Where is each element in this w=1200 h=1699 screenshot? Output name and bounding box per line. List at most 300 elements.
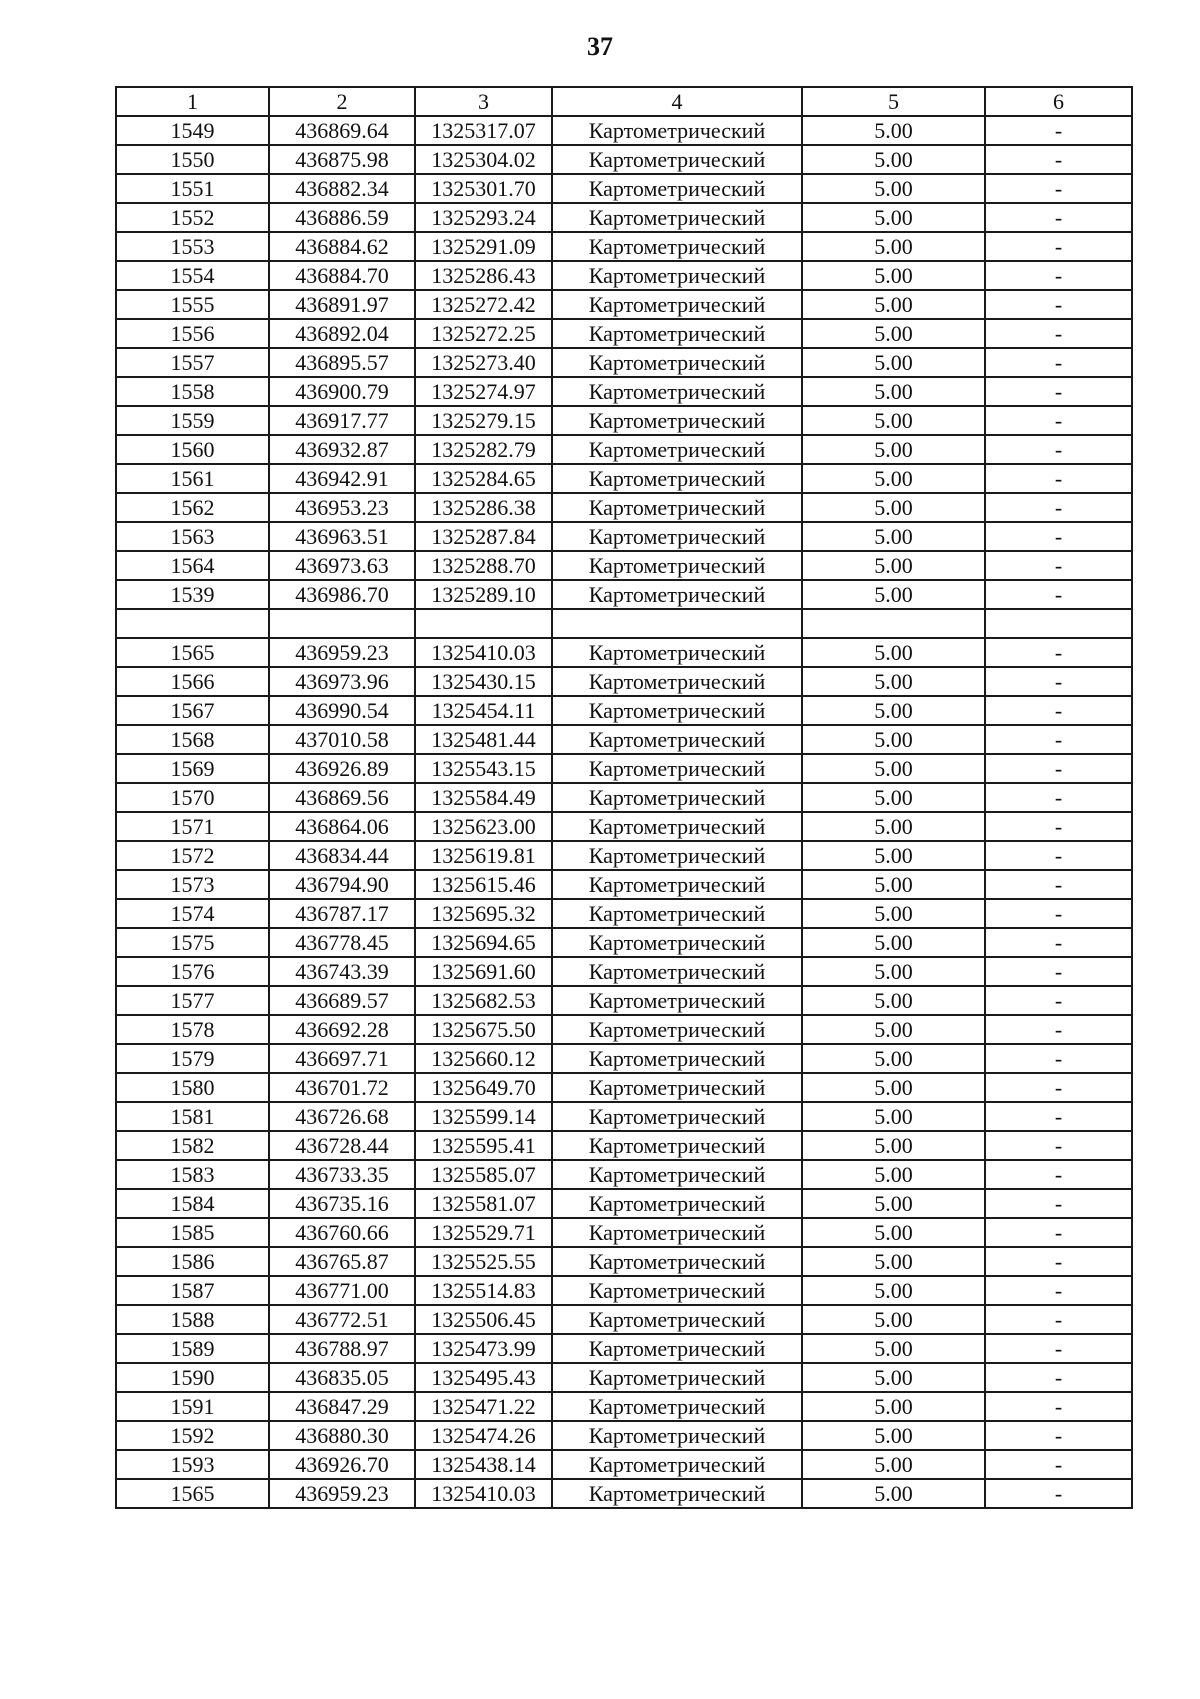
accuracy-cell: 5.00 [802, 667, 985, 696]
table-row [116, 522, 1132, 551]
y-coordinate-cell: 1325660.12 [415, 1044, 552, 1073]
y-coordinate-cell: 1325301.70 [415, 174, 552, 203]
note-cell: - [985, 377, 1132, 406]
note-cell: - [985, 203, 1132, 232]
accuracy-cell: 5.00 [802, 551, 985, 580]
accuracy-cell: 5.00 [802, 580, 985, 609]
method-cell: Картометрический [552, 667, 802, 696]
table-row [116, 1334, 1132, 1363]
x-coordinate-cell: 436963.51 [269, 522, 415, 551]
table-row [116, 493, 1132, 522]
x-coordinate-cell: 436900.79 [269, 377, 415, 406]
accuracy-cell: 5.00 [802, 464, 985, 493]
note-cell: - [985, 348, 1132, 377]
method-cell: Картометрический [552, 580, 802, 609]
x-coordinate-cell: 436692.28 [269, 1015, 415, 1044]
x-coordinate-cell: 436787.17 [269, 899, 415, 928]
x-coordinate-cell: 436735.16 [269, 1189, 415, 1218]
note-cell: - [985, 1218, 1132, 1247]
column-header: 3 [415, 87, 552, 116]
x-coordinate-cell: 436973.63 [269, 551, 415, 580]
column-header: 1 [116, 87, 269, 116]
point-number-cell: 1593 [116, 1450, 269, 1479]
table-row [116, 1479, 1132, 1508]
note-cell: - [985, 1363, 1132, 1392]
x-coordinate-cell: 436701.72 [269, 1073, 415, 1102]
coordinates-table [115, 86, 1133, 1509]
point-number-cell: 1590 [116, 1363, 269, 1392]
method-cell: Картометрический [552, 174, 802, 203]
method-cell [552, 609, 802, 638]
method-cell: Картометрический [552, 1305, 802, 1334]
note-cell: - [985, 1044, 1132, 1073]
note-cell: - [985, 290, 1132, 319]
y-coordinate-cell: 1325287.84 [415, 522, 552, 551]
accuracy-cell: 5.00 [802, 638, 985, 667]
accuracy-cell: 5.00 [802, 1334, 985, 1363]
x-coordinate-cell: 436895.57 [269, 348, 415, 377]
accuracy-cell: 5.00 [802, 1160, 985, 1189]
y-coordinate-cell: 1325675.50 [415, 1015, 552, 1044]
note-cell: - [985, 1160, 1132, 1189]
note-cell: - [985, 928, 1132, 957]
y-coordinate-cell: 1325284.65 [415, 464, 552, 493]
table-row [116, 290, 1132, 319]
y-coordinate-cell: 1325454.11 [415, 696, 552, 725]
x-coordinate-cell: 436959.23 [269, 638, 415, 667]
point-number-cell: 1560 [116, 435, 269, 464]
accuracy-cell: 5.00 [802, 812, 985, 841]
accuracy-cell: 5.00 [802, 1421, 985, 1450]
method-cell: Картометрический [552, 1073, 802, 1102]
table-row [116, 1305, 1132, 1334]
y-coordinate-cell: 1325623.00 [415, 812, 552, 841]
point-number-cell: 1585 [116, 1218, 269, 1247]
accuracy-cell: 5.00 [802, 870, 985, 899]
x-coordinate-cell: 437010.58 [269, 725, 415, 754]
note-cell: - [985, 1479, 1132, 1508]
table-row [116, 841, 1132, 870]
y-coordinate-cell: 1325543.15 [415, 754, 552, 783]
accuracy-cell: 5.00 [802, 145, 985, 174]
point-number-cell: 1550 [116, 145, 269, 174]
method-cell: Картометрический [552, 696, 802, 725]
point-number-cell: 1574 [116, 899, 269, 928]
note-cell: - [985, 580, 1132, 609]
note-cell: - [985, 174, 1132, 203]
method-cell: Картометрический [552, 348, 802, 377]
method-cell: Картометрический [552, 870, 802, 899]
point-number-cell: 1552 [116, 203, 269, 232]
table-row [116, 928, 1132, 957]
accuracy-cell: 5.00 [802, 928, 985, 957]
note-cell: - [985, 1421, 1132, 1450]
table-row [116, 1276, 1132, 1305]
table-row [116, 232, 1132, 261]
table-row [116, 1015, 1132, 1044]
table-row [116, 870, 1132, 899]
note-cell: - [985, 754, 1132, 783]
table-row [116, 1102, 1132, 1131]
note-cell: - [985, 1305, 1132, 1334]
y-coordinate-cell: 1325471.22 [415, 1392, 552, 1421]
y-coordinate-cell: 1325506.45 [415, 1305, 552, 1334]
y-coordinate-cell: 1325273.40 [415, 348, 552, 377]
method-cell: Картометрический [552, 1218, 802, 1247]
point-number-cell: 1566 [116, 667, 269, 696]
accuracy-cell: 5.00 [802, 899, 985, 928]
method-cell: Картометрический [552, 435, 802, 464]
point-number-cell: 1592 [116, 1421, 269, 1450]
x-coordinate-cell: 436697.71 [269, 1044, 415, 1073]
table-row [116, 1421, 1132, 1450]
y-coordinate-cell: 1325682.53 [415, 986, 552, 1015]
x-coordinate-cell: 436926.70 [269, 1450, 415, 1479]
note-cell: - [985, 1015, 1132, 1044]
table-header [116, 87, 1132, 116]
note-cell: - [985, 522, 1132, 551]
note-cell: - [985, 406, 1132, 435]
table-row [116, 1189, 1132, 1218]
point-number-cell: 1553 [116, 232, 269, 261]
accuracy-cell: 5.00 [802, 1305, 985, 1334]
x-coordinate-cell: 436772.51 [269, 1305, 415, 1334]
note-cell: - [985, 261, 1132, 290]
y-coordinate-cell: 1325304.02 [415, 145, 552, 174]
accuracy-cell: 5.00 [802, 1044, 985, 1073]
y-coordinate-cell: 1325694.65 [415, 928, 552, 957]
point-number-cell: 1588 [116, 1305, 269, 1334]
method-cell: Картометрический [552, 899, 802, 928]
x-coordinate-cell: 436788.97 [269, 1334, 415, 1363]
x-coordinate-cell: 436886.59 [269, 203, 415, 232]
point-number-cell: 1567 [116, 696, 269, 725]
x-coordinate-cell: 436990.54 [269, 696, 415, 725]
accuracy-cell: 5.00 [802, 261, 985, 290]
table-row [116, 1218, 1132, 1247]
accuracy-cell: 5.00 [802, 1218, 985, 1247]
accuracy-cell: 5.00 [802, 1102, 985, 1131]
point-number-cell: 1563 [116, 522, 269, 551]
x-coordinate-cell: 436771.00 [269, 1276, 415, 1305]
method-cell: Картометрический [552, 725, 802, 754]
accuracy-cell: 5.00 [802, 754, 985, 783]
method-cell: Картометрический [552, 522, 802, 551]
point-number-cell: 1569 [116, 754, 269, 783]
table-row [116, 406, 1132, 435]
accuracy-cell: 5.00 [802, 406, 985, 435]
column-header: 5 [802, 87, 985, 116]
point-number-cell: 1565 [116, 638, 269, 667]
table-row [116, 464, 1132, 493]
column-header: 6 [985, 87, 1132, 116]
point-number-cell: 1551 [116, 174, 269, 203]
accuracy-cell: 5.00 [802, 1479, 985, 1508]
table-row [116, 261, 1132, 290]
y-coordinate-cell: 1325695.32 [415, 899, 552, 928]
method-cell: Картометрический [552, 1189, 802, 1218]
point-number-cell: 1575 [116, 928, 269, 957]
x-coordinate-cell: 436875.98 [269, 145, 415, 174]
x-coordinate-cell: 436986.70 [269, 580, 415, 609]
method-cell: Картометрический [552, 1015, 802, 1044]
y-coordinate-cell: 1325649.70 [415, 1073, 552, 1102]
note-cell: - [985, 232, 1132, 261]
method-cell: Картометрический [552, 203, 802, 232]
x-coordinate-cell: 436917.77 [269, 406, 415, 435]
y-coordinate-cell [415, 609, 552, 638]
method-cell: Картометрический [552, 1276, 802, 1305]
table-row [116, 696, 1132, 725]
x-coordinate-cell: 436778.45 [269, 928, 415, 957]
accuracy-cell: 5.00 [802, 841, 985, 870]
note-cell: - [985, 725, 1132, 754]
y-coordinate-cell: 1325595.41 [415, 1131, 552, 1160]
table-row [116, 580, 1132, 609]
table-row [116, 435, 1132, 464]
note-cell: - [985, 841, 1132, 870]
table-row [116, 116, 1132, 145]
table-row [116, 725, 1132, 754]
x-coordinate-cell: 436834.44 [269, 841, 415, 870]
table-row [116, 1073, 1132, 1102]
point-number-cell: 1554 [116, 261, 269, 290]
x-coordinate-cell: 436743.39 [269, 957, 415, 986]
note-cell: - [985, 145, 1132, 174]
accuracy-cell: 5.00 [802, 1392, 985, 1421]
x-coordinate-cell [269, 609, 415, 638]
x-coordinate-cell: 436864.06 [269, 812, 415, 841]
point-number-cell: 1591 [116, 1392, 269, 1421]
note-cell: - [985, 464, 1132, 493]
y-coordinate-cell: 1325279.15 [415, 406, 552, 435]
accuracy-cell: 5.00 [802, 986, 985, 1015]
point-number-cell: 1565 [116, 1479, 269, 1508]
accuracy-cell: 5.00 [802, 319, 985, 348]
table-row [116, 174, 1132, 203]
table-row [116, 1044, 1132, 1073]
method-cell: Картометрический [552, 377, 802, 406]
accuracy-cell: 5.00 [802, 232, 985, 261]
point-number-cell: 1580 [116, 1073, 269, 1102]
accuracy-cell: 5.00 [802, 1363, 985, 1392]
method-cell: Картометрический [552, 1044, 802, 1073]
accuracy-cell: 5.00 [802, 203, 985, 232]
x-coordinate-cell: 436847.29 [269, 1392, 415, 1421]
y-coordinate-cell: 1325286.43 [415, 261, 552, 290]
x-coordinate-cell: 436892.04 [269, 319, 415, 348]
note-cell: - [985, 1073, 1132, 1102]
table-row [116, 1160, 1132, 1189]
x-coordinate-cell: 436733.35 [269, 1160, 415, 1189]
y-coordinate-cell: 1325410.03 [415, 1479, 552, 1508]
table-row [116, 899, 1132, 928]
y-coordinate-cell: 1325293.24 [415, 203, 552, 232]
y-coordinate-cell: 1325599.14 [415, 1102, 552, 1131]
point-number-cell: 1564 [116, 551, 269, 580]
accuracy-cell: 5.00 [802, 1189, 985, 1218]
method-cell: Картометрический [552, 1363, 802, 1392]
note-cell: - [985, 435, 1132, 464]
point-number-cell: 1577 [116, 986, 269, 1015]
point-number-cell: 1581 [116, 1102, 269, 1131]
table-row [116, 754, 1132, 783]
point-number-cell: 1587 [116, 1276, 269, 1305]
accuracy-cell: 5.00 [802, 493, 985, 522]
accuracy-cell: 5.00 [802, 348, 985, 377]
point-number-cell: 1582 [116, 1131, 269, 1160]
table-row [116, 812, 1132, 841]
note-cell: - [985, 319, 1132, 348]
note-cell: - [985, 899, 1132, 928]
accuracy-cell: 5.00 [802, 290, 985, 319]
note-cell: - [985, 986, 1132, 1015]
table-body [116, 116, 1132, 1508]
y-coordinate-cell: 1325286.38 [415, 493, 552, 522]
method-cell: Картометрический [552, 783, 802, 812]
accuracy-cell: 5.00 [802, 696, 985, 725]
y-coordinate-cell: 1325525.55 [415, 1247, 552, 1276]
method-cell: Картометрический [552, 754, 802, 783]
method-cell: Картометрический [552, 1392, 802, 1421]
y-coordinate-cell: 1325291.09 [415, 232, 552, 261]
y-coordinate-cell: 1325317.07 [415, 116, 552, 145]
accuracy-cell: 5.00 [802, 522, 985, 551]
table-row [116, 1450, 1132, 1479]
accuracy-cell: 5.00 [802, 116, 985, 145]
note-cell: - [985, 667, 1132, 696]
method-cell: Картометрический [552, 1421, 802, 1450]
y-coordinate-cell: 1325584.49 [415, 783, 552, 812]
point-number-cell [116, 609, 269, 638]
table-row [116, 145, 1132, 174]
y-coordinate-cell: 1325288.70 [415, 551, 552, 580]
method-cell: Картометрический [552, 551, 802, 580]
table-row [116, 551, 1132, 580]
x-coordinate-cell: 436869.56 [269, 783, 415, 812]
method-cell: Картометрический [552, 261, 802, 290]
point-number-cell: 1583 [116, 1160, 269, 1189]
x-coordinate-cell: 436726.68 [269, 1102, 415, 1131]
y-coordinate-cell: 1325529.71 [415, 1218, 552, 1247]
method-cell: Картометрический [552, 1131, 802, 1160]
y-coordinate-cell: 1325581.07 [415, 1189, 552, 1218]
table-row [116, 377, 1132, 406]
note-cell: - [985, 957, 1132, 986]
note-cell: - [985, 783, 1132, 812]
column-header: 2 [269, 87, 415, 116]
y-coordinate-cell: 1325473.99 [415, 1334, 552, 1363]
x-coordinate-cell: 436880.30 [269, 1421, 415, 1450]
note-cell: - [985, 1102, 1132, 1131]
x-coordinate-cell: 436926.89 [269, 754, 415, 783]
y-coordinate-cell: 1325274.97 [415, 377, 552, 406]
table-row [116, 957, 1132, 986]
table-row [116, 986, 1132, 1015]
x-coordinate-cell: 436973.96 [269, 667, 415, 696]
point-number-cell: 1558 [116, 377, 269, 406]
accuracy-cell: 5.00 [802, 1450, 985, 1479]
note-cell: - [985, 1131, 1132, 1160]
point-number-cell: 1570 [116, 783, 269, 812]
x-coordinate-cell: 436869.64 [269, 116, 415, 145]
y-coordinate-cell: 1325474.26 [415, 1421, 552, 1450]
y-coordinate-cell: 1325514.83 [415, 1276, 552, 1305]
note-cell: - [985, 1189, 1132, 1218]
y-coordinate-cell: 1325272.25 [415, 319, 552, 348]
method-cell: Картометрический [552, 145, 802, 174]
y-coordinate-cell: 1325430.15 [415, 667, 552, 696]
accuracy-cell: 5.00 [802, 1015, 985, 1044]
x-coordinate-cell: 436953.23 [269, 493, 415, 522]
method-cell: Картометрический [552, 1334, 802, 1363]
x-coordinate-cell: 436765.87 [269, 1247, 415, 1276]
y-coordinate-cell: 1325282.79 [415, 435, 552, 464]
method-cell: Картометрический [552, 1160, 802, 1189]
note-cell: - [985, 1392, 1132, 1421]
point-number-cell: 1578 [116, 1015, 269, 1044]
x-coordinate-cell: 436932.87 [269, 435, 415, 464]
x-coordinate-cell: 436760.66 [269, 1218, 415, 1247]
header-row [116, 87, 1132, 116]
note-cell: - [985, 116, 1132, 145]
y-coordinate-cell: 1325289.10 [415, 580, 552, 609]
note-cell: - [985, 493, 1132, 522]
accuracy-cell: 5.00 [802, 1276, 985, 1305]
point-number-cell: 1559 [116, 406, 269, 435]
column-header: 4 [552, 87, 802, 116]
point-number-cell: 1549 [116, 116, 269, 145]
x-coordinate-cell: 436728.44 [269, 1131, 415, 1160]
point-number-cell: 1589 [116, 1334, 269, 1363]
note-cell: - [985, 1247, 1132, 1276]
note-cell: - [985, 638, 1132, 667]
point-number-cell: 1562 [116, 493, 269, 522]
y-coordinate-cell: 1325438.14 [415, 1450, 552, 1479]
table-row [116, 1247, 1132, 1276]
method-cell: Картометрический [552, 812, 802, 841]
y-coordinate-cell: 1325272.42 [415, 290, 552, 319]
method-cell: Картометрический [552, 406, 802, 435]
method-cell: Картометрический [552, 957, 802, 986]
accuracy-cell: 5.00 [802, 435, 985, 464]
x-coordinate-cell: 436891.97 [269, 290, 415, 319]
table-row [116, 638, 1132, 667]
y-coordinate-cell: 1325691.60 [415, 957, 552, 986]
point-number-cell: 1556 [116, 319, 269, 348]
method-cell: Картометрический [552, 638, 802, 667]
point-number-cell: 1572 [116, 841, 269, 870]
x-coordinate-cell: 436882.34 [269, 174, 415, 203]
point-number-cell: 1561 [116, 464, 269, 493]
point-number-cell: 1573 [116, 870, 269, 899]
table-row [116, 1392, 1132, 1421]
x-coordinate-cell: 436884.62 [269, 232, 415, 261]
accuracy-cell: 5.00 [802, 174, 985, 203]
x-coordinate-cell: 436689.57 [269, 986, 415, 1015]
y-coordinate-cell: 1325410.03 [415, 638, 552, 667]
note-cell: - [985, 696, 1132, 725]
accuracy-cell: 5.00 [802, 1247, 985, 1276]
table-row [116, 348, 1132, 377]
note-cell: - [985, 1276, 1132, 1305]
x-coordinate-cell: 436884.70 [269, 261, 415, 290]
table-row [116, 1363, 1132, 1392]
table-row [116, 319, 1132, 348]
note-cell: - [985, 1334, 1132, 1363]
method-cell: Картометрический [552, 319, 802, 348]
accuracy-cell: 5.00 [802, 1131, 985, 1160]
